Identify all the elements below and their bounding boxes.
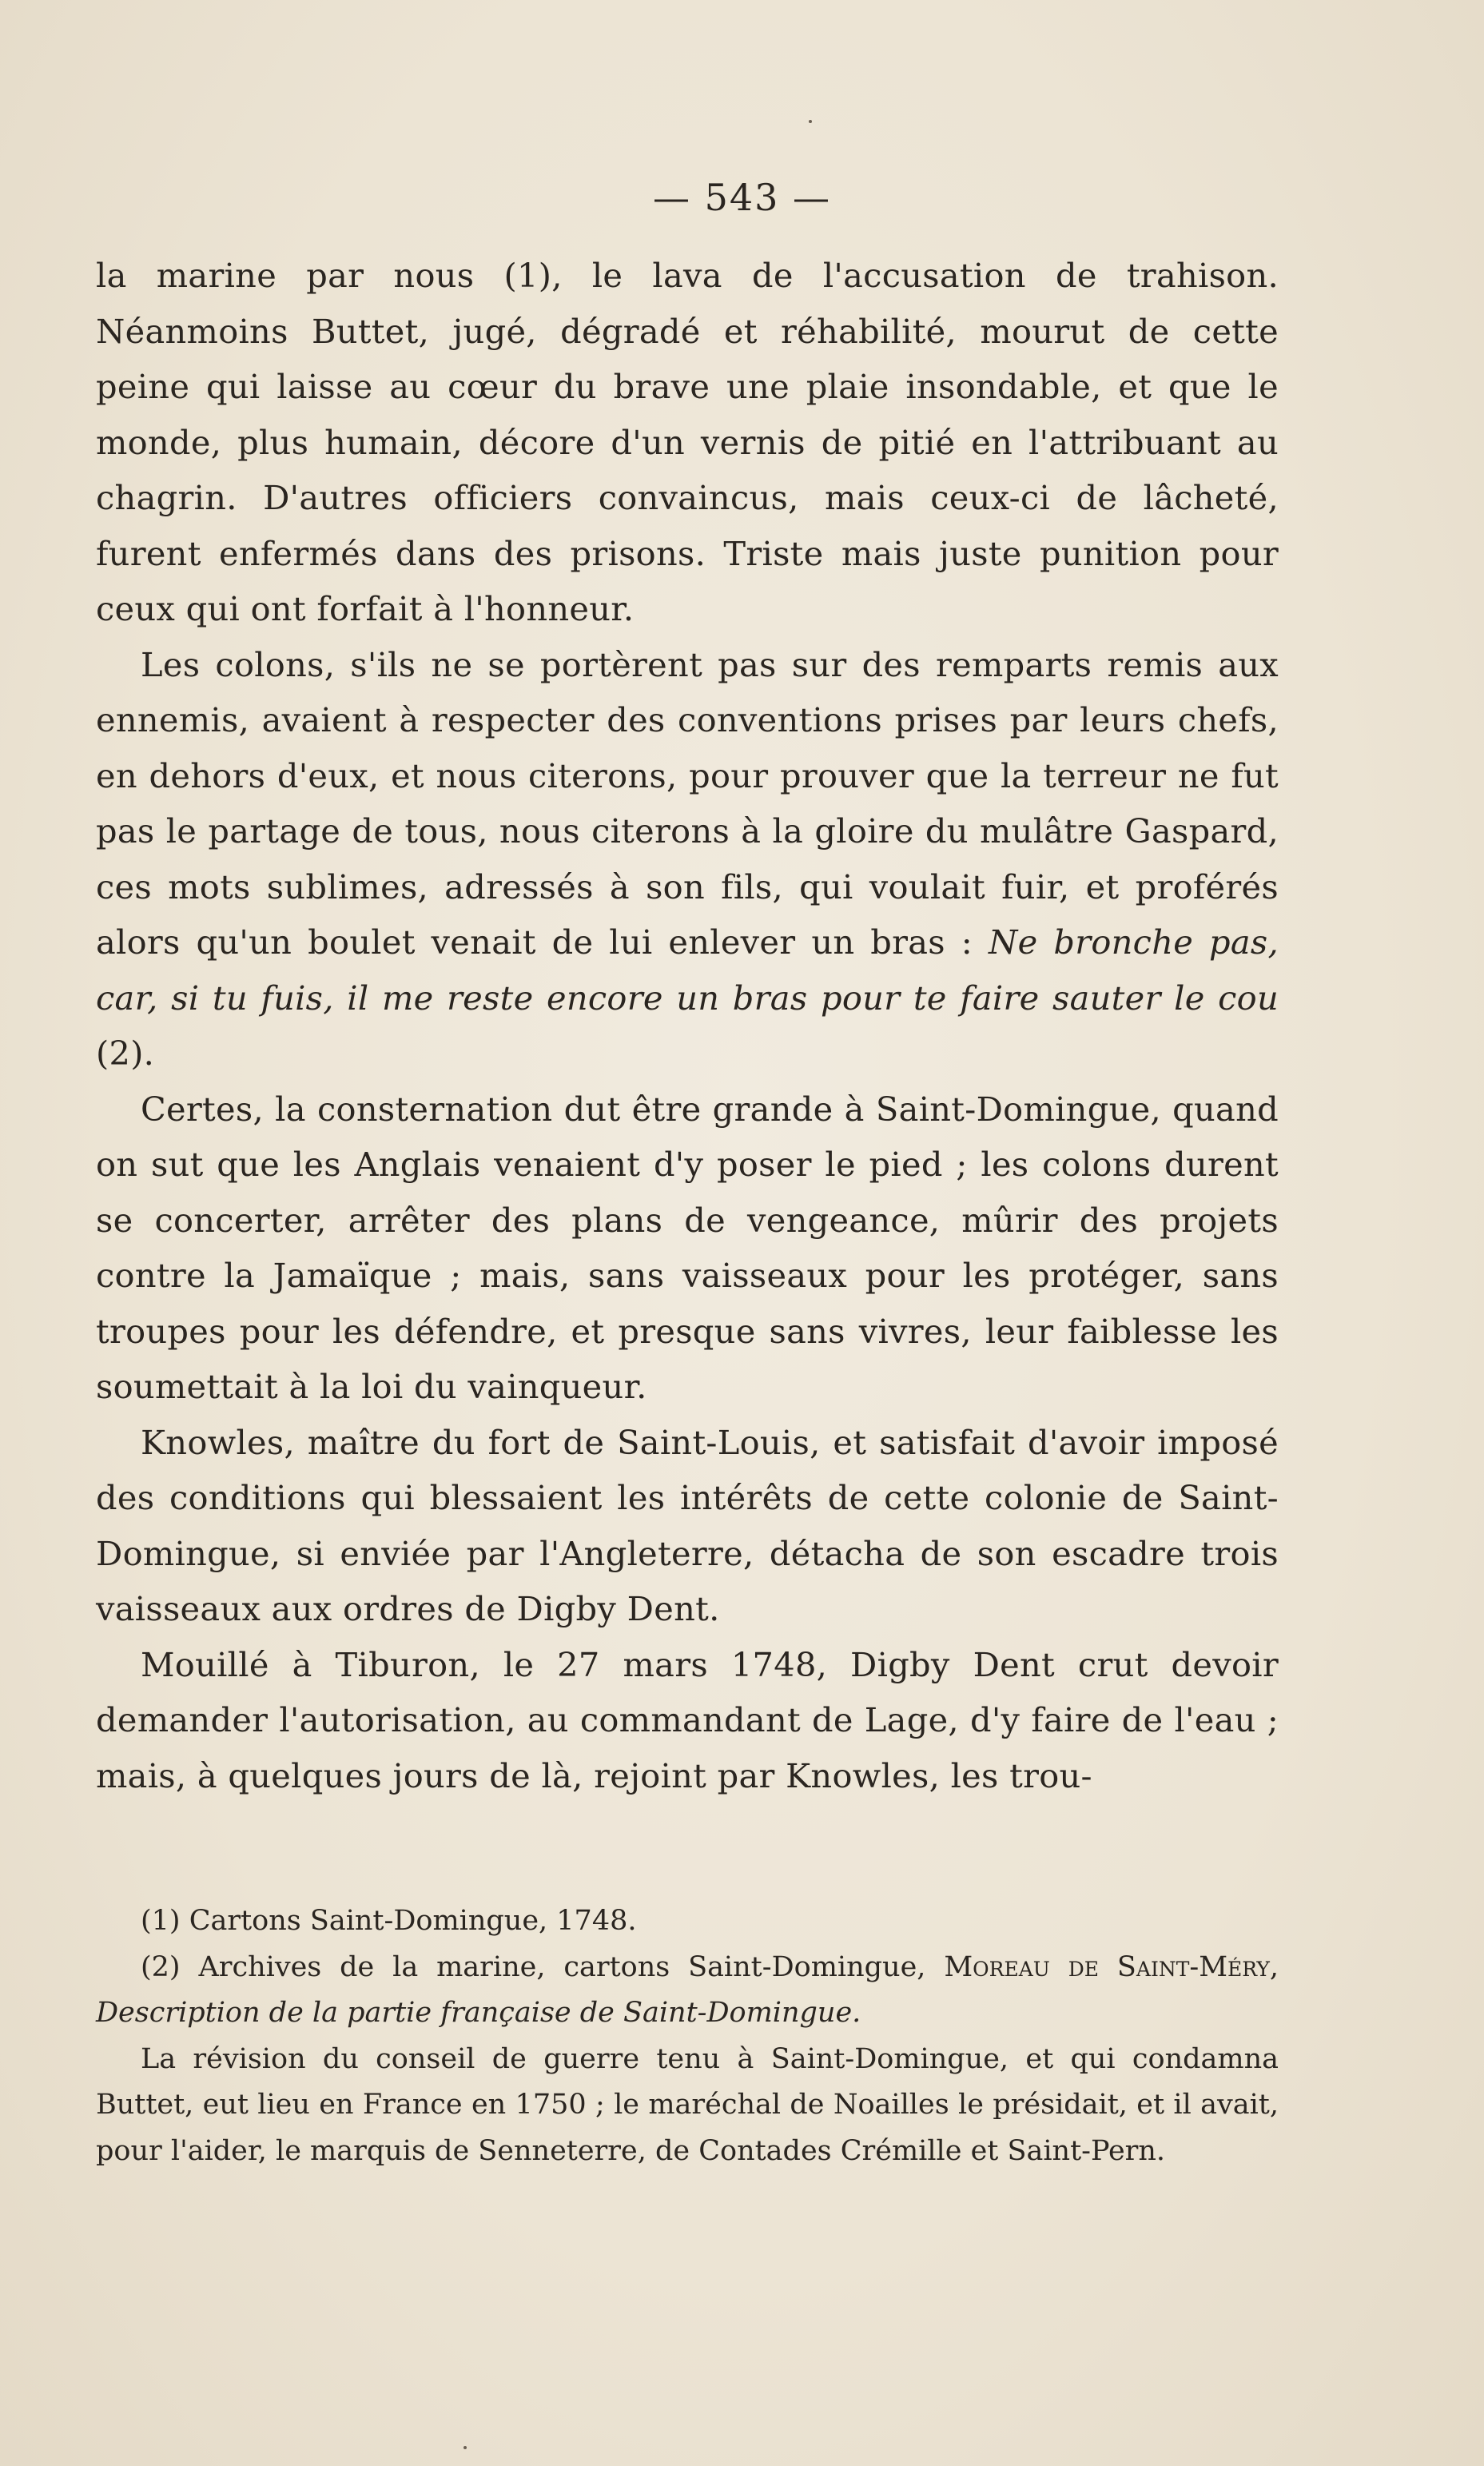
paragraph: Mouillé à Tiburon, le 27 mars 1748, Digby Dent crut devoir demander l'autorisation, au commandant de Lage, d'y faire de l'eau ; mais, à quelques jours de là, rejoint par Knowles, les trou- xyxy=(96,1644,1279,1795)
paper-speck xyxy=(464,2446,467,2449)
footnote xyxy=(96,1945,1279,2037)
italic-quote: Ne bronche pas, car, si tu fuis, il me reste encore un bras pour te faire sauter le cou xyxy=(96,922,1279,1018)
main-text xyxy=(96,248,1279,1803)
footnote-title: Description de la partie française de Saint-Domingue. xyxy=(96,1997,861,2029)
footnotes xyxy=(96,1898,1279,2174)
paragraph: la marine par nous (1), le lava de l'accusation de trahison. Néanmoins Buttet, jugé, dégradé et réhabilité, mourut de cette peine qui laisse au cœur du brave une plaie insondable, et que le monde, plus humain, décore d'un vernis de pitié en l'attribuant au chagrin. D'autres officiers convaincus, mais ceux-ci de lâcheté, furent enfermés dans des prisons. Triste mais juste punition pour ceux qui ont forfait à l'honneur. xyxy=(96,256,1279,628)
footnote-separator: , xyxy=(1269,1950,1279,1983)
paper-speck xyxy=(809,120,812,123)
paragraph-text: Les colons, s'ils ne se portèrent pas sur des remparts remis aux ennemis, avaient à respecter des conventions prises par leurs chefs, en dehors d'eux, et nous citerons, pour prouver que la terreur ne fut pas le partage de tous, nous citerons à la gloire du mulâtre Gaspard, ces mots sublimes, adressés à son fils, qui voulait fuir, et proférés alors qu'un boulet venait de lui enlever un bras : xyxy=(96,644,1279,962)
paragraph: Certes, la consternation dut être grande à Saint-Domingue, quand on sut que les Anglais venaient d'y poser le pied ; les colons durent se concerter, arrêter des plans de vengeance, mûrir des projets contre la Jamaïque ; mais, sans vaisseaux pour les protéger, sans troupes pour les défendre, et presque sans vivres, leur faiblesse les soumettait à la loi du vainqueur. xyxy=(96,1089,1279,1406)
paragraph xyxy=(96,637,1279,1082)
page-number: — 543 — xyxy=(652,176,832,219)
paragraph: Knowles, maître du fort de Saint-Louis, et satisfait d'avoir imposé des conditions qui blessaient les intérêts de cette colonie de Saint-Domingue, si enviée par l'Angleterre, détacha de son escadre trois vaisseaux aux ordres de Digby Dent. xyxy=(96,1422,1279,1628)
footnote: (1) Cartons Saint-Domingue, 1748. xyxy=(141,1905,637,1937)
footnote-text: (2) Archives de la marine, cartons Saint-Domingue, xyxy=(141,1950,926,1983)
footnote-author: Moreau de Saint-Méry xyxy=(944,1950,1270,1983)
footnote: La révision du conseil de guerre tenu à Saint-Domingue, et qui condamna Buttet, eut lieu en France en 1750 ; le maréchal de Noailles le présidait, et il avait, pour l'aider, le marquis de Senneterre, de Contades Crémille et Saint-Pern. xyxy=(96,2042,1279,2167)
footnote-reference: (2). xyxy=(96,1034,155,1073)
